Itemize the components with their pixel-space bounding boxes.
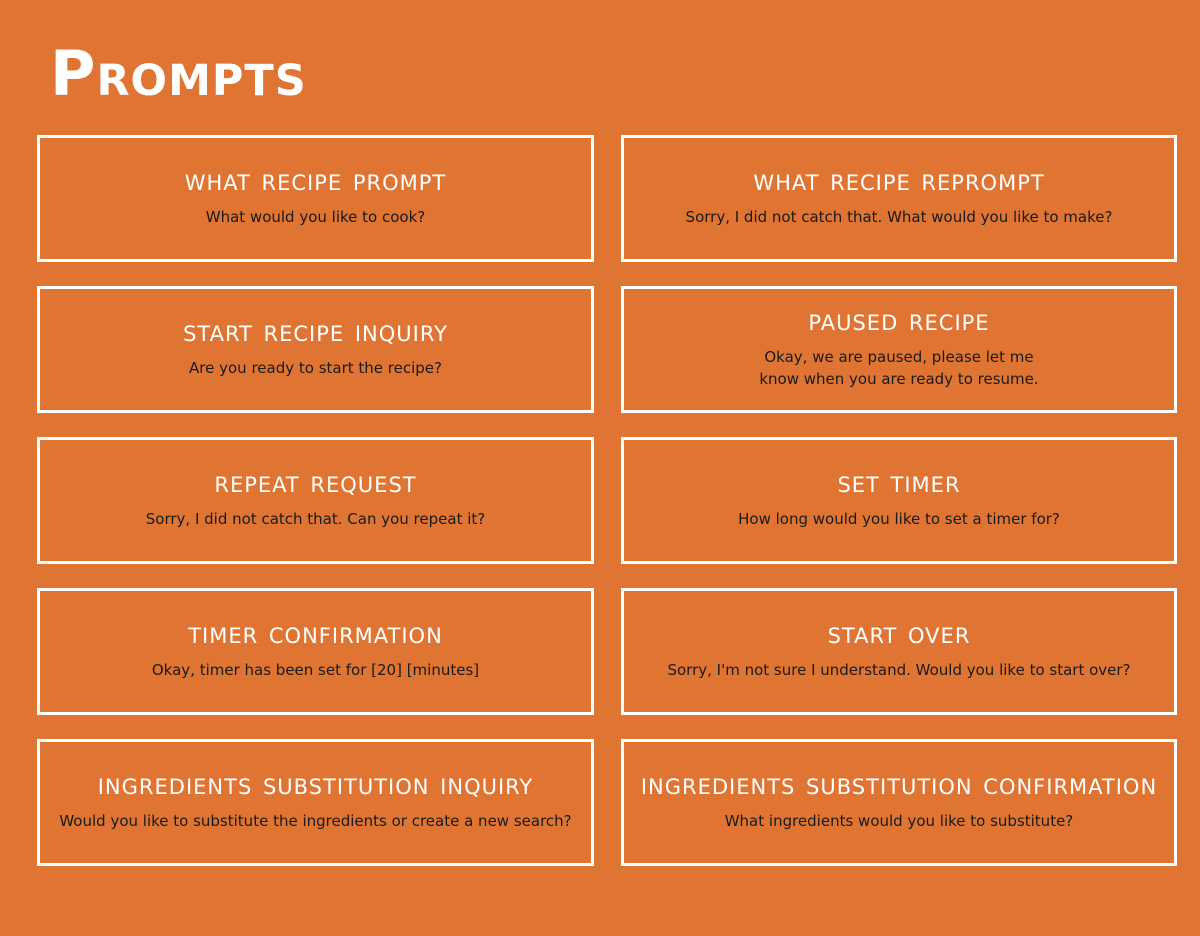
prompt-card-text: Okay, timer has been set for [20] [minutes] bbox=[151, 660, 480, 679]
prompt-card-paused-recipe bbox=[621, 286, 1177, 413]
prompt-card-text: Sorry, I'm not sure I understand. Would you like to start over? bbox=[667, 660, 1131, 679]
prompt-card-title: INGREDIENTS SUBSTITUTION CONFIRMATION bbox=[640, 774, 1158, 799]
prompt-card-set-timer bbox=[621, 437, 1177, 564]
prompt-card-title: WHAT RECIPE PROMPT bbox=[184, 170, 447, 195]
prompt-card-start-recipe-inquiry bbox=[37, 286, 594, 413]
prompt-card-text: How long would you like to set a timer for? bbox=[738, 509, 1060, 528]
prompt-card-title: WHAT RECIPE REPROMPT bbox=[753, 170, 1045, 195]
prompt-card-text: Sorry, I did not catch that. What would you like to make? bbox=[685, 207, 1113, 226]
prompt-card-text: Would you like to substitute the ingredients or create a new search? bbox=[59, 811, 572, 830]
prompt-grid bbox=[37, 135, 1177, 866]
page-title: Prompts bbox=[50, 37, 307, 110]
prompt-card-what-recipe-reprompt bbox=[621, 135, 1177, 262]
prompt-card-text: Are you ready to start the recipe? bbox=[189, 358, 442, 377]
prompt-card-ingredients-substitution-inquiry bbox=[37, 739, 594, 866]
prompt-card-title: INGREDIENTS SUBSTITUTION INQUIRY bbox=[97, 774, 534, 799]
prompt-card-timer-confirmation bbox=[37, 588, 594, 715]
prompt-card-title: SET TIMER bbox=[837, 472, 961, 497]
prompt-card-text: What ingredients would you like to substitute? bbox=[724, 811, 1074, 830]
prompt-card-text: What would you like to cook? bbox=[205, 207, 426, 226]
prompt-card-title: REPEAT REQUEST bbox=[214, 472, 417, 497]
prompt-card-repeat-request bbox=[37, 437, 594, 564]
prompt-card-title: START OVER bbox=[827, 623, 971, 648]
prompt-card-title: PAUSED RECIPE bbox=[808, 310, 990, 335]
prompt-card-title: TIMER CONFIRMATION bbox=[188, 623, 443, 648]
prompt-card-start-over bbox=[621, 588, 1177, 715]
prompt-card-ingredients-substitution-confirmation bbox=[621, 739, 1177, 866]
prompt-card-title: START RECIPE INQUIRY bbox=[183, 321, 448, 346]
prompt-card-what-recipe-prompt bbox=[37, 135, 594, 262]
prompt-card-text: Okay, we are paused, please let me know when you are ready to resume. bbox=[759, 347, 1039, 388]
prompt-card-text: Sorry, I did not catch that. Can you repeat it? bbox=[145, 509, 486, 528]
